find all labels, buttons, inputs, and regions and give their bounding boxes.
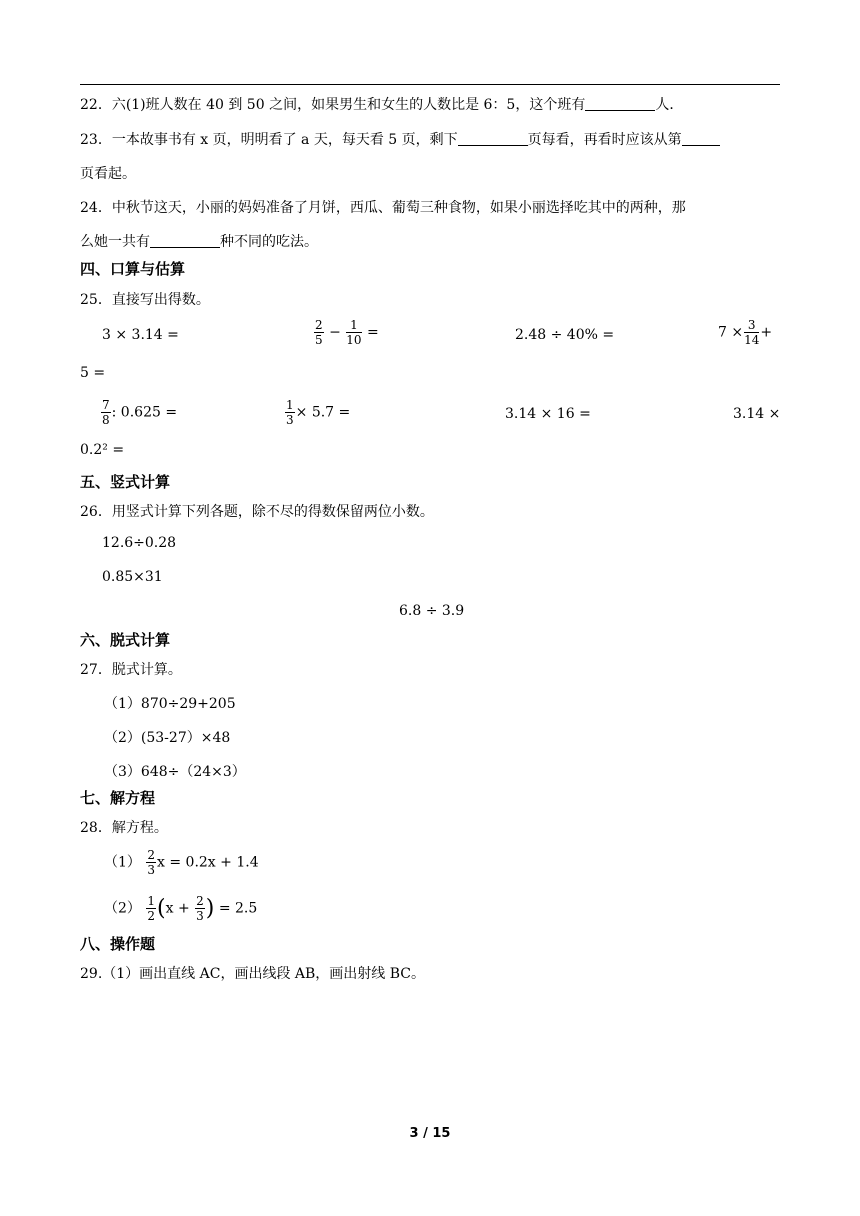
expression-3: 2.48 ÷ 40% = xyxy=(515,327,615,343)
vertical-calc-a: 12.6÷0.28 xyxy=(102,535,177,551)
section-heading-8: 八、操作题 xyxy=(80,935,156,953)
question-28-title: 28．解方程。 xyxy=(80,820,168,836)
equation-2: （2） $\frac{1}{2}$ (x + $\frac{2}{3}$ ) = 2.5 xyxy=(104,894,258,923)
question-24-line2: 么她一共有 种不同的吃法。 xyxy=(80,234,318,250)
expression-4-continued: 5 = xyxy=(80,365,106,381)
question-23-line2: 页看起。 xyxy=(80,166,136,182)
question-26-title: 26．用竖式计算下列各题，除不尽的得数保留两位小数。 xyxy=(80,504,434,520)
question-27-title: 27．脱式计算。 xyxy=(80,662,182,678)
expression-6: $\frac{1}{3}$ × 5.7 = xyxy=(286,398,351,427)
question-22: 22．六(1)班人数在 40 到 50 之间，如果男生和女生的人数比是 6：5，这个班有 人． xyxy=(80,97,684,113)
answer-blank xyxy=(150,233,220,248)
expression-8: 3.14 × xyxy=(733,406,781,422)
section-heading-4: 四、口算与估算 xyxy=(80,260,186,278)
question-24: 24．中秋节这天，小丽的妈妈准备了月饼，西瓜、葡萄三种食物，如果小丽选择吃其中的两种，那 xyxy=(80,200,686,216)
answer-blank xyxy=(585,96,655,111)
answer-blank xyxy=(458,131,528,146)
question-25-title: 25．直接写出得数。 xyxy=(80,292,210,308)
step-calc-1: （1）870÷29+205 xyxy=(104,696,236,712)
step-calc-3: （3）648÷（24×3） xyxy=(104,764,246,780)
header-rule xyxy=(80,84,780,85)
expression-7: 3.14 × 16 = xyxy=(505,406,591,422)
expression-8-continued: 0.2² = xyxy=(80,442,125,458)
equation-1: （1） $\frac{2}{3}$ x = 0.2x + 1.4 xyxy=(104,848,259,877)
expression-5: $\frac{7}{8}$ : 0.625 = xyxy=(102,398,178,427)
vertical-calc-c: 6.8 ÷ 3.9 xyxy=(399,603,465,619)
page-number: 3 / 15 xyxy=(409,1126,451,1141)
step-calc-2: （2）(53-27）×48 xyxy=(104,730,231,746)
vertical-calc-b: 0.85×31 xyxy=(102,569,163,585)
question-29: 29.（1）画出直线 AC，画出线段 AB，画出射线 BC。 xyxy=(80,966,426,982)
section-heading-6: 六、脱式计算 xyxy=(80,631,171,649)
answer-blank xyxy=(682,131,720,146)
expression-2: $\frac{2}{5}$ − $\frac{1}{10}$ = xyxy=(315,318,379,347)
section-heading-7: 七、解方程 xyxy=(80,789,156,807)
expression-4: 7 × $\frac{3}{14}$ + xyxy=(718,318,773,347)
section-heading-5: 五、竖式计算 xyxy=(80,473,171,491)
expression-1: 3 × 3.14 = xyxy=(102,327,179,343)
question-23: 23．一本故事书有 x 页，明明看了 a 天，每天看 5 页，剩下 页每看，再看时应该从第 xyxy=(80,129,720,149)
